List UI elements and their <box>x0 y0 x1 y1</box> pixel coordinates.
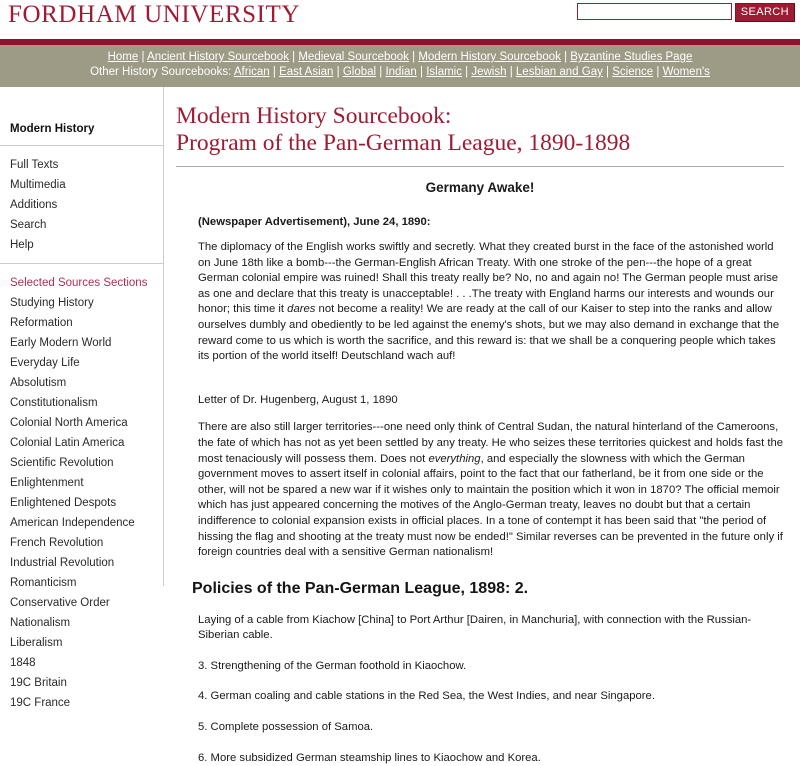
sidebar-item-1848[interactable]: 1848 <box>10 657 36 669</box>
sidebar-item-enlightenment[interactable]: Enlightenment <box>10 477 84 489</box>
sidebar-item-liberalism[interactable]: Liberalism <box>10 637 63 649</box>
sidebar-item-french-revolution[interactable]: French Revolution <box>10 537 104 549</box>
nav-link-byzantine-studies-page[interactable]: Byzantine Studies Page <box>570 51 693 63</box>
nav-separator: | <box>408 51 419 63</box>
policy-item: 5. Complete possession of Samoa. <box>198 721 374 734</box>
sidebar-group-tools <box>0 146 163 263</box>
source-citation-hugenberg-letter: Letter of Dr. Hugenberg, August 1, 1890 <box>198 393 398 406</box>
nav-separator: | <box>138 51 148 63</box>
sidebar-item-colonial-latin-america[interactable]: Colonial Latin America <box>10 437 125 449</box>
page-columns <box>0 87 800 764</box>
sidebar-item-industrial-revolution[interactable]: Industrial Revolution <box>10 557 115 569</box>
nav-separator: | <box>506 66 516 78</box>
nav-link-east-asian[interactable]: East Asian <box>279 66 334 78</box>
maroon-divider <box>0 38 800 45</box>
nav-separator: | <box>416 66 427 78</box>
nav-link-modern-history-sourcebook[interactable]: Modern History Sourcebook <box>418 51 561 63</box>
page-title-line-1: Modern History Sourcebook: <box>176 103 452 129</box>
nav-separator: | <box>376 66 386 78</box>
sidebar-item-19c-france[interactable]: 19C France <box>10 697 71 709</box>
sidebar-item-absolutism[interactable]: Absolutism <box>10 377 67 389</box>
policy-item: 6. More subsidized German steamship lines to Kiaochow and Korea. <box>198 751 541 764</box>
sidebar-item-nationalism[interactable]: Nationalism <box>10 617 71 629</box>
navbar-line-2 <box>0 65 800 80</box>
sidebar-item-early-modern-world[interactable]: Early Modern World <box>10 337 112 349</box>
nav-separator: | <box>560 51 571 63</box>
sidebar-item-american-independence[interactable]: American Independence <box>10 517 135 529</box>
paragraph-2-part-b: , and especially the slowness with which the German government moves to assert itself in colonial affairs, point to the fact that our fatherland, be it from one side or the other, will not be spared a new war if it wishes only to maintain the position which it won in 1870? The official memoir which has just appeared concerning the motives of the Anglo-German treaty, leaves no doubt but that a certain indifference to colonial expansion exists in official places. In a tone of contempt it has been said that "the period of hissing the flag and shooting at the treaty must now be ended!" Similar reverses can be prevented in the future only if foreign countries deal with a sensitive German nationalism! <box>198 452 783 559</box>
sidebar-item-19c-britain[interactable]: 19C Britain <box>10 677 67 689</box>
sidebar-heading-selected-sources-sections: Selected Sources Sections <box>10 277 148 289</box>
nav-separator: | <box>333 66 343 78</box>
section-heading-policies: Policies of the Pan-German League, 1898: 2. <box>192 579 529 597</box>
sidebar-item-reformation[interactable]: Reformation <box>10 317 73 329</box>
source-citation-newspaper: (Newspaper Advertisement), June 24, 1890: <box>198 216 431 228</box>
sidebar-item-multimedia[interactable]: Multimedia <box>10 179 66 191</box>
nav-link-global[interactable]: Global <box>342 66 377 78</box>
nav-link-science[interactable]: Science <box>612 66 654 78</box>
navbar-line-1 <box>0 50 800 65</box>
fordham-university-logo: FORDHAM UNIVERSITY <box>8 1 301 28</box>
sidebar <box>0 87 164 709</box>
nav-link-indian[interactable]: Indian <box>385 66 417 78</box>
paragraph-2-emphasis: everything <box>428 452 481 465</box>
nav-separator: | <box>602 66 613 78</box>
paragraph-1-emphasis: dares <box>287 303 316 316</box>
search-button[interactable]: SEARCH <box>735 3 795 22</box>
nav-link-womens[interactable]: Women's <box>662 66 710 78</box>
page-title-line-2: Program of the Pan-German League, 1890-1898 <box>176 130 631 156</box>
sidebar-item-full-texts[interactable]: Full Texts <box>10 159 59 171</box>
policy-item: 3. Strengthening of the German foothold in Kiaochow. <box>198 659 467 672</box>
sidebar-item-constitutionalism[interactable]: Constitutionalism <box>10 397 98 409</box>
paragraph-1-part-a: The diplomacy of the English works swiftly and secretly. What they created burst in the face of the astonished world on June 18th like a bomb---the German-English African Treaty. With one stroke of the pen---the hope of a great German colonial empire was ruined! Shall this treaty really be? No, no and again no! The German people must arise as one and declare that this treaty is unacceptable! . . .The treaty with England harms our interests and wounds our honor; this time it <box>198 241 779 316</box>
nav-link-lesbian-and-gay[interactable]: Lesbian and Gay <box>515 66 603 78</box>
paragraph-2-part-a: There are also still larger territories---one need only think of Central Sudan, the natural hinterland of the Cameroons, the fate of which has not as yet been settled by any treaty. He who seizes these territories quickest and holds fast the most tenaciously will possess them. Does not <box>198 421 784 465</box>
site-banner <box>0 0 800 38</box>
nav-link-islamic[interactable]: Islamic <box>426 66 462 78</box>
title-divider <box>176 166 784 167</box>
nav-link-jewish[interactable]: Jewish <box>471 66 507 78</box>
nav-separator: | <box>653 66 663 78</box>
paragraph-newspaper-advertisement <box>198 240 784 365</box>
sidebar-item-romanticism[interactable]: Romanticism <box>10 577 77 589</box>
nav-separator: | <box>461 66 472 78</box>
sidebar-item-scientific-revolution[interactable]: Scientific Revolution <box>10 457 114 469</box>
other-sourcebooks-label: Other History Sourcebooks: <box>90 66 232 78</box>
search-form <box>577 3 795 22</box>
sidebar-item-conservative-order[interactable]: Conservative Order <box>10 597 110 609</box>
search-input[interactable] <box>577 3 732 20</box>
nav-link-ancient-history-sourcebook[interactable]: Ancient History Sourcebook <box>147 51 289 63</box>
nav-link-medieval-sourcebook[interactable]: Medieval Sourcebook <box>298 51 409 63</box>
page-title <box>176 103 784 157</box>
nav-separator: | <box>269 66 280 78</box>
sidebar-group-sections <box>0 264 163 721</box>
sidebar-item-everyday-life[interactable]: Everyday Life <box>10 357 80 369</box>
sourcebook-navbar <box>0 45 800 87</box>
sidebar-item-enlightened-despots[interactable]: Enlightened Despots <box>10 497 117 509</box>
sidebar-item-colonial-north-america[interactable]: Colonial North America <box>10 417 128 429</box>
sidebar-item-search[interactable]: Search <box>10 219 47 231</box>
paragraph-hugenberg-letter <box>198 420 784 560</box>
sidebar-item-additions[interactable]: Additions <box>10 199 58 211</box>
nav-link-home[interactable]: Home <box>107 51 139 63</box>
main-content <box>164 87 800 764</box>
policy-item: Laying of a cable from Kiachow [China] to Port Arthur [Dairen, in Manchuria], with connection with the Russian-Siberian cable. <box>198 613 752 642</box>
sidebar-title: Modern History <box>10 123 95 135</box>
nav-link-african[interactable]: African <box>233 66 270 78</box>
sidebar-item-studying-history[interactable]: Studying History <box>10 297 94 309</box>
policy-item: 4. German coaling and cable stations in the Red Sea, the West Indies, and near Singapore. <box>198 690 655 703</box>
nav-separator: | <box>288 51 299 63</box>
section-heading-germany-awake: Germany Awake! <box>425 180 535 195</box>
paragraph-1-part-b: not become a reality! We are ready at the call of our Kaiser to step into the ranks and allow ourselves dumbly and obediently to be led against the enemy's shots, but we may also demand in exchange that the reward come to us which is worth the sacrifice, and this reward is: that we shall be a conquering people which takes its portion of the world itself! Deutschland wach auf! <box>198 303 780 363</box>
sidebar-item-help[interactable]: Help <box>10 239 34 251</box>
